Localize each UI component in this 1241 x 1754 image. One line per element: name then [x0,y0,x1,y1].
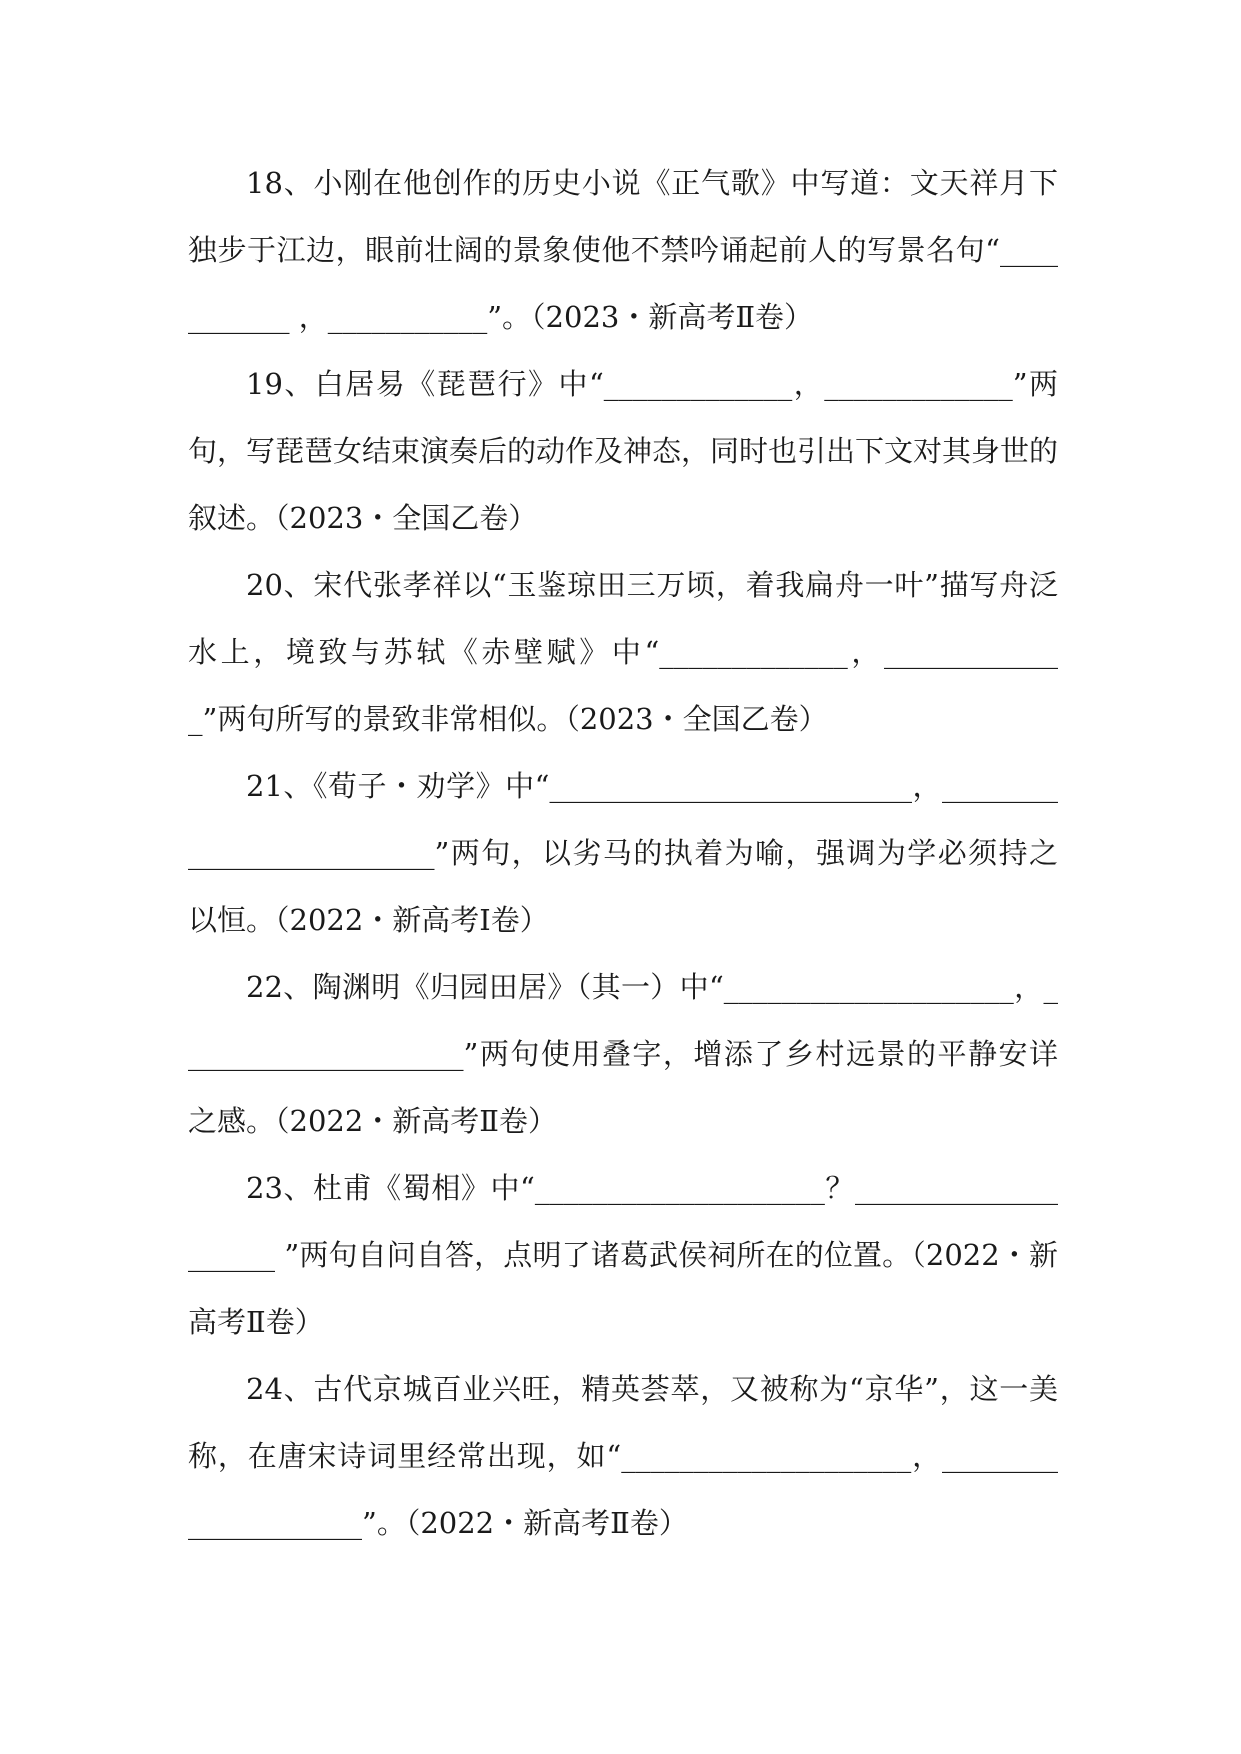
question-number: 21、 [246,769,313,803]
question-list [188,150,1058,1557]
question-text: 杜甫《蜀相》中“____________________？____________________ ”两句自问自答，点明了诸葛武侯祠所在的位置。（2022・新高考Ⅱ卷） [188,1171,1058,1339]
question-text: 小刚在他创作的历史小说《正气歌》中写道：文天祥月下独步于江边，眼前壮阔的景象使他不禁吟诵起前人的写景名句“___________ ，___________”。（2023・新高考Ⅱ卷） [188,166,1058,334]
question-23 [188,1155,1058,1356]
question-text: 白居易《琵琶行》中“_____________，_____________”两句，写琵琶女结束演奏后的动作及神态，同时也引出下文对其身世的叙述。（2023・全国乙卷） [188,367,1059,535]
question-number: 19、 [246,367,315,401]
question-18 [188,150,1058,351]
question-number: 22、 [246,970,313,1004]
question-21 [188,753,1058,954]
question-number: 23、 [246,1171,314,1205]
question-text: 《荀子・劝学》中“_________________________，_________________________”两句，以劣马的执着为喻，强调为学必须持之以恒。（2022・新高考Ⅰ卷） [188,769,1059,937]
question-19 [188,351,1058,552]
question-24 [188,1356,1058,1557]
question-number: 20、 [246,568,314,602]
question-text: 古代京城百业兴旺，精英荟萃，又被称为“京华”，这一美称，在唐宋诗词里经常出现，如“____________________，____________________”。（2022・新高考Ⅱ卷） [188,1372,1058,1540]
question-22 [188,954,1058,1155]
question-text: 陶渊明《归园田居》（其一）中“____________________，____________________”两句使用叠字，增添了乡村远景的平静安详之感。（2022・新高考Ⅱ卷） [188,970,1059,1138]
question-number: 18、 [246,166,314,200]
question-text: 宋代张孝祥以“玉鉴琼田三万顷，着我扁舟一叶”描写舟泛水上，境致与苏轼《赤壁赋》中“_____________，_____________”两句所写的景致非常相似。（2023・全国乙卷） [188,568,1058,736]
question-20 [188,552,1058,753]
question-number: 24、 [246,1372,314,1406]
